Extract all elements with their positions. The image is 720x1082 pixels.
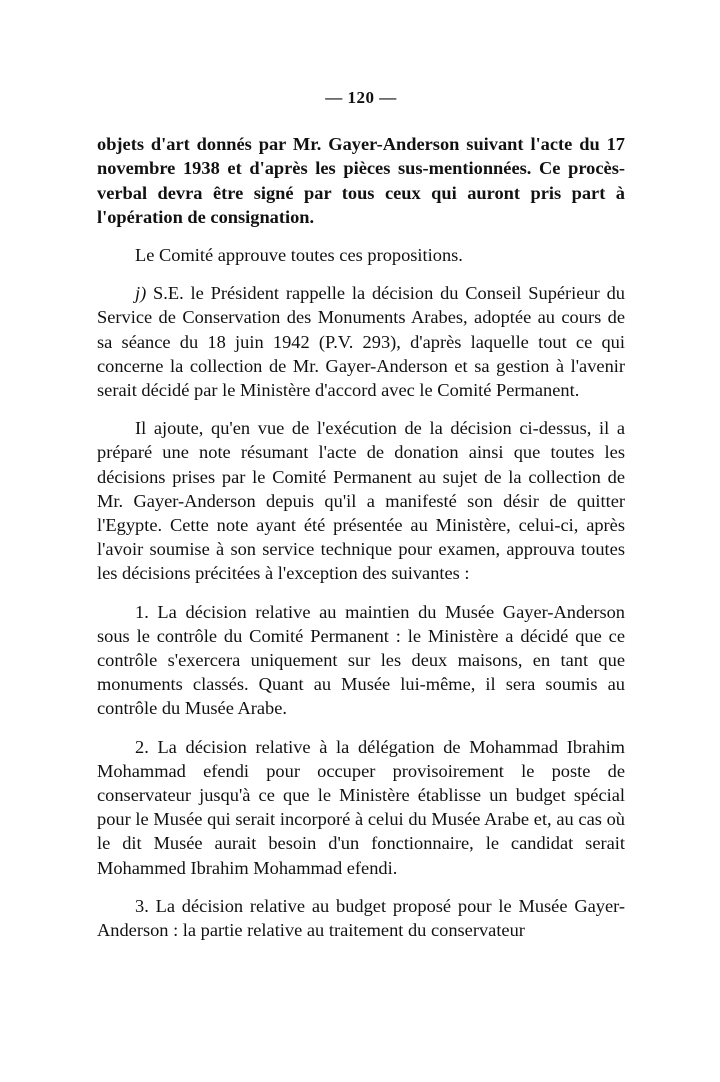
paragraph-item-j bbox=[97, 281, 625, 402]
page-number: — 120 — bbox=[325, 88, 397, 107]
item-j-text: S.E. le Président rappelle la décision du Conseil Supérieur du Service de Conservation des Monuments Arabes, adoptée au cours de sa séance du 18 juin 1942 (P.V. 293), d'après laquelle tout ce qui concerne la collection de Mr. Gayer-Anderson et sa gestion à l'avenir serait décidé par le Ministère d'accord avec le Comité Permanent. bbox=[97, 283, 625, 401]
paragraph-continuation: objets d'art donnés par Mr. Gayer-Anderson suivant l'acte du 17 novembre 1938 et d'après les pièces sus-mentionnées. Ce procès-verbal devra être signé par tous ceux qui auront pris part à l'opération de consignation. bbox=[97, 134, 625, 227]
item-marker: j) bbox=[135, 283, 147, 304]
paragraph-exception-1: 1. La décision relative au maintien du Musée Gayer-Anderson sous le contrôle du Comité Permanent : le Ministère a décidé que ce contrôle s'exercera uniquement sur les deux maisons, en tant que monuments classés. Quant au Musée lui-même, il sera soumis au contrôle du Musée Arabe. bbox=[97, 601, 625, 719]
paragraph-addition: Il ajoute, qu'en vue de l'exécution de la décision ci-dessus, il a préparé une note résumant l'acte de donation ainsi que toutes les décisions prises par le Comité Permanent au sujet de la collection de Mr. Gayer-Anderson depuis qu'il a manifesté son désir de quitter l'Egypte. Cette note ayant été présentée au Ministère, celui-ci, après l'avoir soumise à son service technique pour examen, approuva toutes les décisions précitées à l'exception des suivantes : bbox=[97, 418, 625, 584]
paragraph-exception-3: 3. La décision relative au budget proposé pour le Musée Gayer-Anderson : la partie relative au traitement du conservateur bbox=[97, 895, 625, 941]
paragraph-approval: Le Comité approuve toutes ces propositions. bbox=[135, 245, 463, 266]
document-page bbox=[97, 86, 625, 956]
paragraph-exception-2: 2. La décision relative à la délégation de Mohammad Ibrahim Mohammad efendi pour occuper provisoirement le poste de conservateur jusqu'à ce que le Ministère établisse un budget spécial pour le Musée qui serait incorporé à celui du Musée Arabe et, au cas où le dit Musée aurait besoin d'un fonctionnaire, le candidat serait Mohammed Ibrahim Mohammad efendi. bbox=[97, 736, 625, 878]
